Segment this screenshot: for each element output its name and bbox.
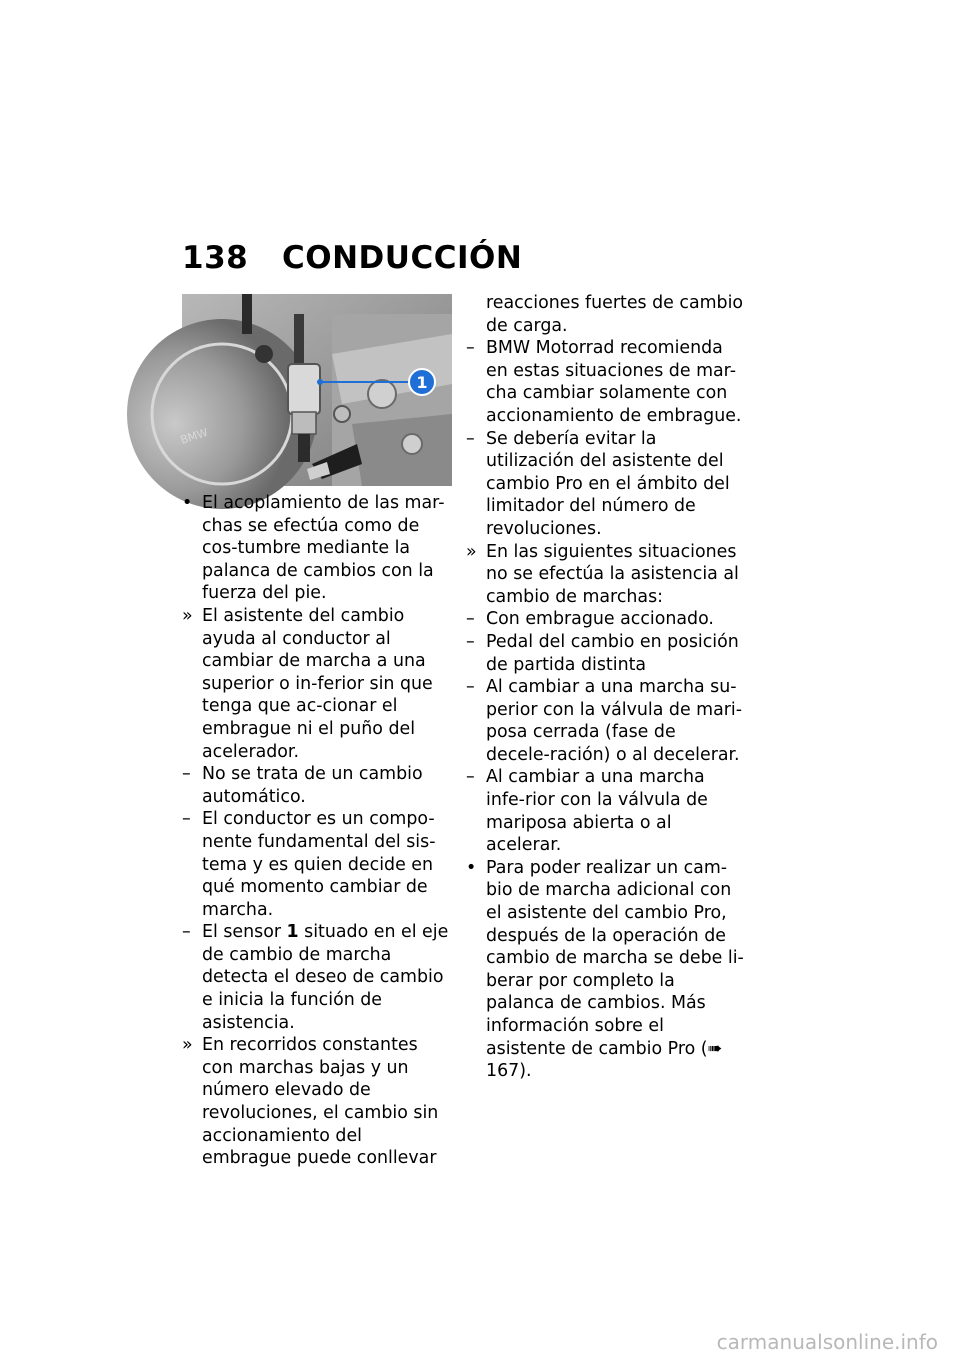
item-text: El acoplamiento de las mar-chas se efectúa como de cos-tumbre mediante la palanca de cambios con la fuerza del pie.: [202, 493, 445, 604]
list-item: [466, 292, 744, 337]
item-text: Pedal del cambio en posición de partida distinta: [486, 631, 739, 675]
item-text: En las siguientes situaciones no se efectúa la asistencia al cambio de marchas:: [486, 541, 739, 607]
list-item: [466, 541, 744, 609]
item-text: BMW Motorrad recomienda en estas situaciones de mar-cha cambiar solamente con accionamiento de embrague.: [486, 338, 742, 426]
item-text: No se trata de un cambio automático.: [202, 764, 423, 807]
list-item: [466, 428, 744, 541]
note-marker: »: [466, 541, 477, 562]
item-text: Al cambiar a una marcha su-perior con la válvula de mari-posa cerrada (fase de decele-ración) o al decelerar.: [486, 677, 743, 765]
item-text: El conductor es un compo-nente fundamental del sis-tema y es quien decide en qué momento cambiar de marcha.: [202, 809, 436, 920]
page-reference-arrow-icon: ➠: [707, 1038, 723, 1059]
list-item: [466, 857, 744, 1083]
bullet-marker: •: [466, 857, 477, 878]
item-text: Para poder realizar un cam-bio de marcha adicional con el asistente del cambio Pro, después de la operación de cambio de marcha se debe li-berar por completo la palanca de cambios. Más información sobre el asistente de cambio Pro (: [486, 857, 744, 1059]
gear-shift-sensor-photo: [178, 294, 452, 486]
dash-marker: –: [466, 338, 475, 359]
item-text: El asistente del cambio ayuda al conductor al cambiar de marcha a una superior o in-ferior sin que tenga que ac-cionar el embrague ni el puño del acelerador.: [202, 605, 433, 762]
dash-marker: –: [466, 767, 475, 788]
list-item: [466, 631, 744, 676]
dash-marker: –: [466, 677, 475, 698]
list-item: [466, 608, 744, 631]
dash-marker: –: [182, 809, 191, 830]
dash-marker: –: [466, 428, 475, 449]
item-text: El sensor: [202, 922, 287, 943]
item-text: situado en el eje de cambio de marcha detecta el deseo de cambio e inicia la función de asistencia.: [202, 922, 449, 1033]
callout-number: 1: [416, 373, 428, 392]
item-text: 167).: [486, 1061, 532, 1082]
dash-marker: –: [182, 764, 191, 785]
list-item: [466, 676, 744, 766]
item-text: reacciones fuertes de cambio de carga.: [486, 293, 744, 336]
list-item: [466, 337, 744, 427]
note-marker: »: [182, 605, 193, 626]
dash-marker: –: [466, 609, 475, 630]
item-text: Al cambiar a una marcha infe-rior con la válvula de mariposa abierta o al acelerar.: [486, 767, 708, 856]
item-text: Con embrague accionado.: [486, 609, 714, 630]
note-marker: »: [182, 1035, 193, 1056]
list-item: [182, 808, 454, 921]
item-text: Se debería evitar la utilización del asistente del cambio Pro en el ámbito del limitador del número de revoluciones.: [486, 428, 730, 539]
list-item: [182, 1034, 454, 1170]
left-text-column: [182, 492, 454, 1170]
page-number: 138: [182, 240, 249, 276]
right-text-column: [466, 292, 744, 1083]
bullet-marker: •: [182, 493, 193, 513]
sensor-reference: 1: [286, 922, 299, 943]
site-watermark: carmanualsonline.info: [716, 1330, 938, 1354]
item-text: En recorridos constantes con marchas bajas y un número elevado de revoluciones, el cambio sin accionamiento del embrague puede conllevar: [202, 1035, 439, 1169]
photo-illustration: [178, 294, 452, 486]
list-item: [182, 921, 454, 1034]
figure-watermark: BMW: [178, 425, 210, 447]
page-header: [182, 240, 522, 276]
list-item: [182, 605, 454, 763]
dash-marker: –: [466, 631, 475, 652]
dash-marker: –: [182, 922, 191, 943]
list-item: [466, 766, 744, 856]
page-title: CONDUCCIÓN: [282, 240, 523, 276]
list-item: [182, 763, 454, 808]
list-item: [182, 492, 454, 605]
